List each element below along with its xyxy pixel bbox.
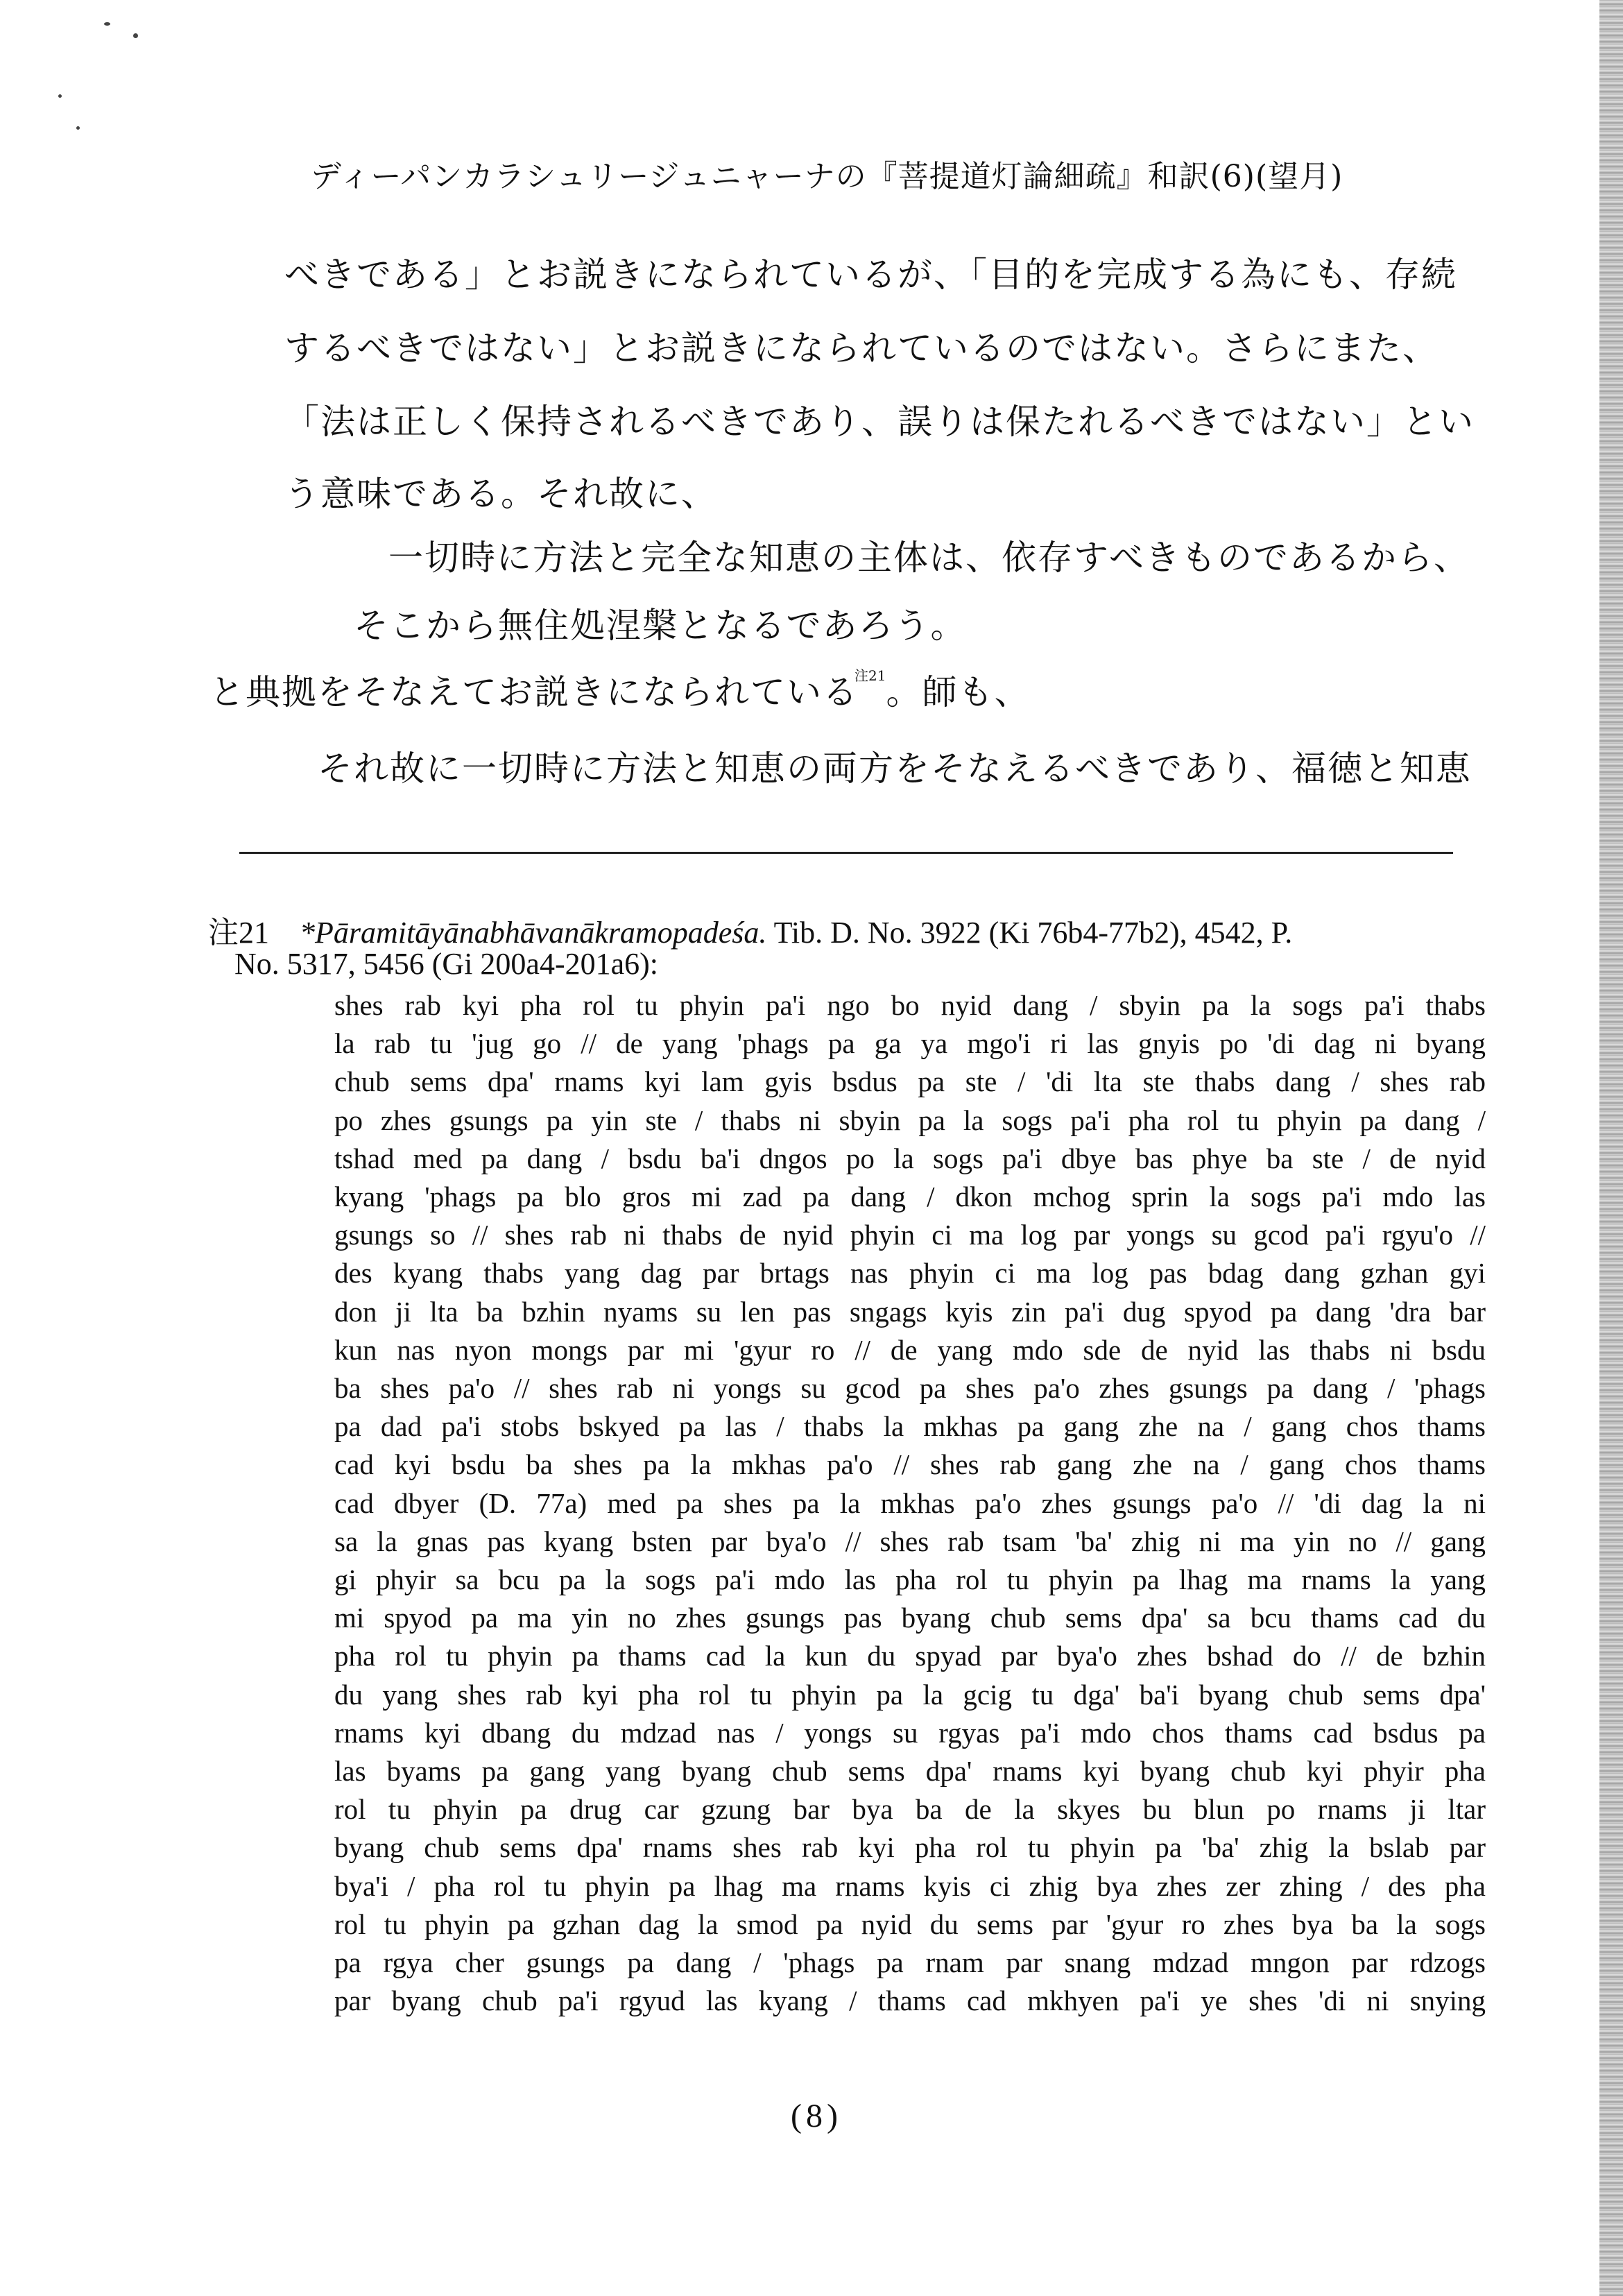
body-text: と典拠をそなえてお説きになられている — [209, 672, 859, 712]
tibetan-line: du yang shes rab kyi pha rol tu phyin pa la gcig tu dga' ba'i byang chub sems dpa' — [334, 1678, 1486, 1711]
page-number: (8) — [791, 2098, 842, 2134]
footnote-title: *Pāramitāyānabhāvanākramopadeśa. — [300, 916, 767, 950]
tibetan-line: cad kyi bsdu ba shes pa la mkhas pa'o // shes rab gang zhe na / gang chos thams — [334, 1448, 1486, 1481]
tibetan-line: rnams kyi dbang du mdzad nas / yongs su rgyas pa'i mdo chos thams cad bsdus pa — [334, 1716, 1486, 1749]
scan-speck — [133, 33, 138, 38]
tibetan-line: pha rol tu phyin pa thams cad la kun du spyad par bya'o zhes bshad do // de bzhin — [334, 1640, 1486, 1672]
tibetan-line: kyang 'phags pa blo gros mi zad pa dang / dkon mchog sprin la sogs pa'i mdo las — [334, 1181, 1486, 1213]
footnote-label: 注21 — [208, 916, 269, 950]
running-header: ディーパンカラシュリージュニャーナの『菩提道灯論細疏』和訳(6)(望月) — [311, 159, 1343, 194]
tibetan-transliteration — [334, 986, 1486, 2020]
footnote-separator-rule — [239, 852, 1453, 854]
scan-speck — [76, 126, 80, 130]
body-line: う意味である。それ故に、 — [284, 474, 717, 514]
tibetan-line: tshad med pa dang / bsdu ba'i dngos po la sogs pa'i dbye bas phye ba ste / de nyid — [334, 1142, 1486, 1174]
body-line — [209, 665, 1030, 714]
tibetan-line: rol tu phyin pa gzhan dag la smod pa nyid du sems par 'gyur ro zhes bya ba la sogs — [334, 1908, 1486, 1940]
body-line: するべきではない」とお説きになられているのではない。さらにまた、 — [284, 328, 1439, 368]
tibetan-line: la rab tu 'jug go // de yang 'phags pa ga ya mgo'i ri las gnyis po 'di dag ni byang — [334, 1027, 1486, 1060]
tibetan-line: po zhes gsungs pa yin ste / thabs ni sbyin pa la sogs pa'i pha rol tu phyin pa dang / — [334, 1104, 1486, 1136]
verse-line: それ故に一切時に方法と知恵の両方をそなえるべきであり、福徳と知恵 — [318, 748, 1472, 789]
tibetan-line: gi phyir sa bcu pa la sogs pa'i mdo las pha rol tu phyin pa lhag ma rnams la yang — [334, 1563, 1486, 1596]
tibetan-line: chub sems dpa' rnams kyi lam gyis bsdus pa ste / 'di lta ste thabs dang / shes rab — [334, 1065, 1486, 1098]
tibetan-line: ba shes pa'o // shes rab ni yongs su gcod pa shes pa'o zhes gsungs pa dang / 'phags — [334, 1372, 1486, 1405]
tibetan-line: rol tu phyin pa drug car gzung bar bya ba de la skyes bu blun po rnams ji ltar — [334, 1793, 1486, 1826]
scan-speck — [58, 94, 62, 98]
scan-speck — [104, 22, 110, 26]
tibetan-line: mi spyod pa ma yin no zhes gsungs pas byang chub sems dpa' sa bcu thams cad du — [334, 1602, 1486, 1634]
tibetan-line: shes rab kyi pha rol tu phyin pa'i ngo bo nyid dang / sbyin pa la sogs pa'i thabs — [334, 989, 1486, 1021]
footnote-reference: 注21 — [855, 667, 886, 684]
footnote-reference-text: Tib. D. No. 3922 (Ki 76b4-77b2), 4542, P. — [766, 916, 1293, 950]
tibetan-line: byang chub sems dpa' rnams shes rab kyi pha rol tu phyin pa 'ba' zhig la bslab par — [334, 1831, 1486, 1864]
verse-line: 一切時に方法と完全な知恵の主体は、依存すべきものであるから、 — [388, 538, 1470, 578]
tibetan-line: par byang chub pa'i rgyud las kyang / thams cad mkhyen pa'i ye shes 'di ni snying — [334, 1985, 1486, 2017]
tibetan-line: bya'i / pha rol tu phyin pa lhag ma rnams kyis ci zhig bya zhes zer zhing / des pha — [334, 1869, 1486, 1902]
verse-line: そこから無住処涅槃となるであろう。 — [354, 606, 967, 646]
tibetan-line: des kyang thabs yang dag par brtags nas phyin ci ma log pas bdag dang gzhan gyi — [334, 1257, 1486, 1290]
tibetan-line: cad dbyer (D. 77a) med pa shes pa la mkhas pa'o zhes gsungs pa'o // 'di dag la ni — [334, 1487, 1486, 1519]
tibetan-line: don ji lta ba bzhin nyams su len pas sngags kyis zin pa'i dug spyod pa dang 'dra bar — [334, 1295, 1486, 1328]
body-text: 。師も、 — [886, 672, 1031, 712]
tibetan-line: sa la gnas pas kyang bsten par bya'o // shes rab tsam 'ba' zhig ni ma yin no // gang — [334, 1525, 1486, 1557]
footnote-heading — [208, 907, 1292, 952]
tibetan-line: pa dad pa'i stobs bskyed pa las / thabs la mkhas pa gang zhe na / gang chos thams — [334, 1410, 1486, 1443]
scanned-page-edge — [1599, 0, 1623, 2296]
tibetan-line: gsungs so // shes rab ni thabs de nyid phyin ci ma log par yongs su gcod pa'i rgyu'o // — [334, 1219, 1486, 1251]
body-line: べきである」とお説きになられているが、「目的を完成する為にも、存続 — [284, 255, 1457, 295]
tibetan-line: las byams pa gang yang byang chub sems dpa' rnams kyi byang chub kyi phyir pha — [334, 1755, 1486, 1788]
footnote-reference-text: No. 5317, 5456 (Gi 200a4-201a6): — [234, 947, 659, 981]
body-line: 「法は正しく保持されるべきであり、誤りは保たれるべきではない」とい — [284, 402, 1475, 442]
tibetan-line: pa rgya cher gsungs pa dang / 'phags pa rnam par snang mdzad mngon par rdzogs — [334, 1946, 1486, 1979]
tibetan-line: kun nas nyon mongs par mi 'gyur ro // de yang mdo sde de nyid las thabs ni bsdu — [334, 1333, 1486, 1366]
